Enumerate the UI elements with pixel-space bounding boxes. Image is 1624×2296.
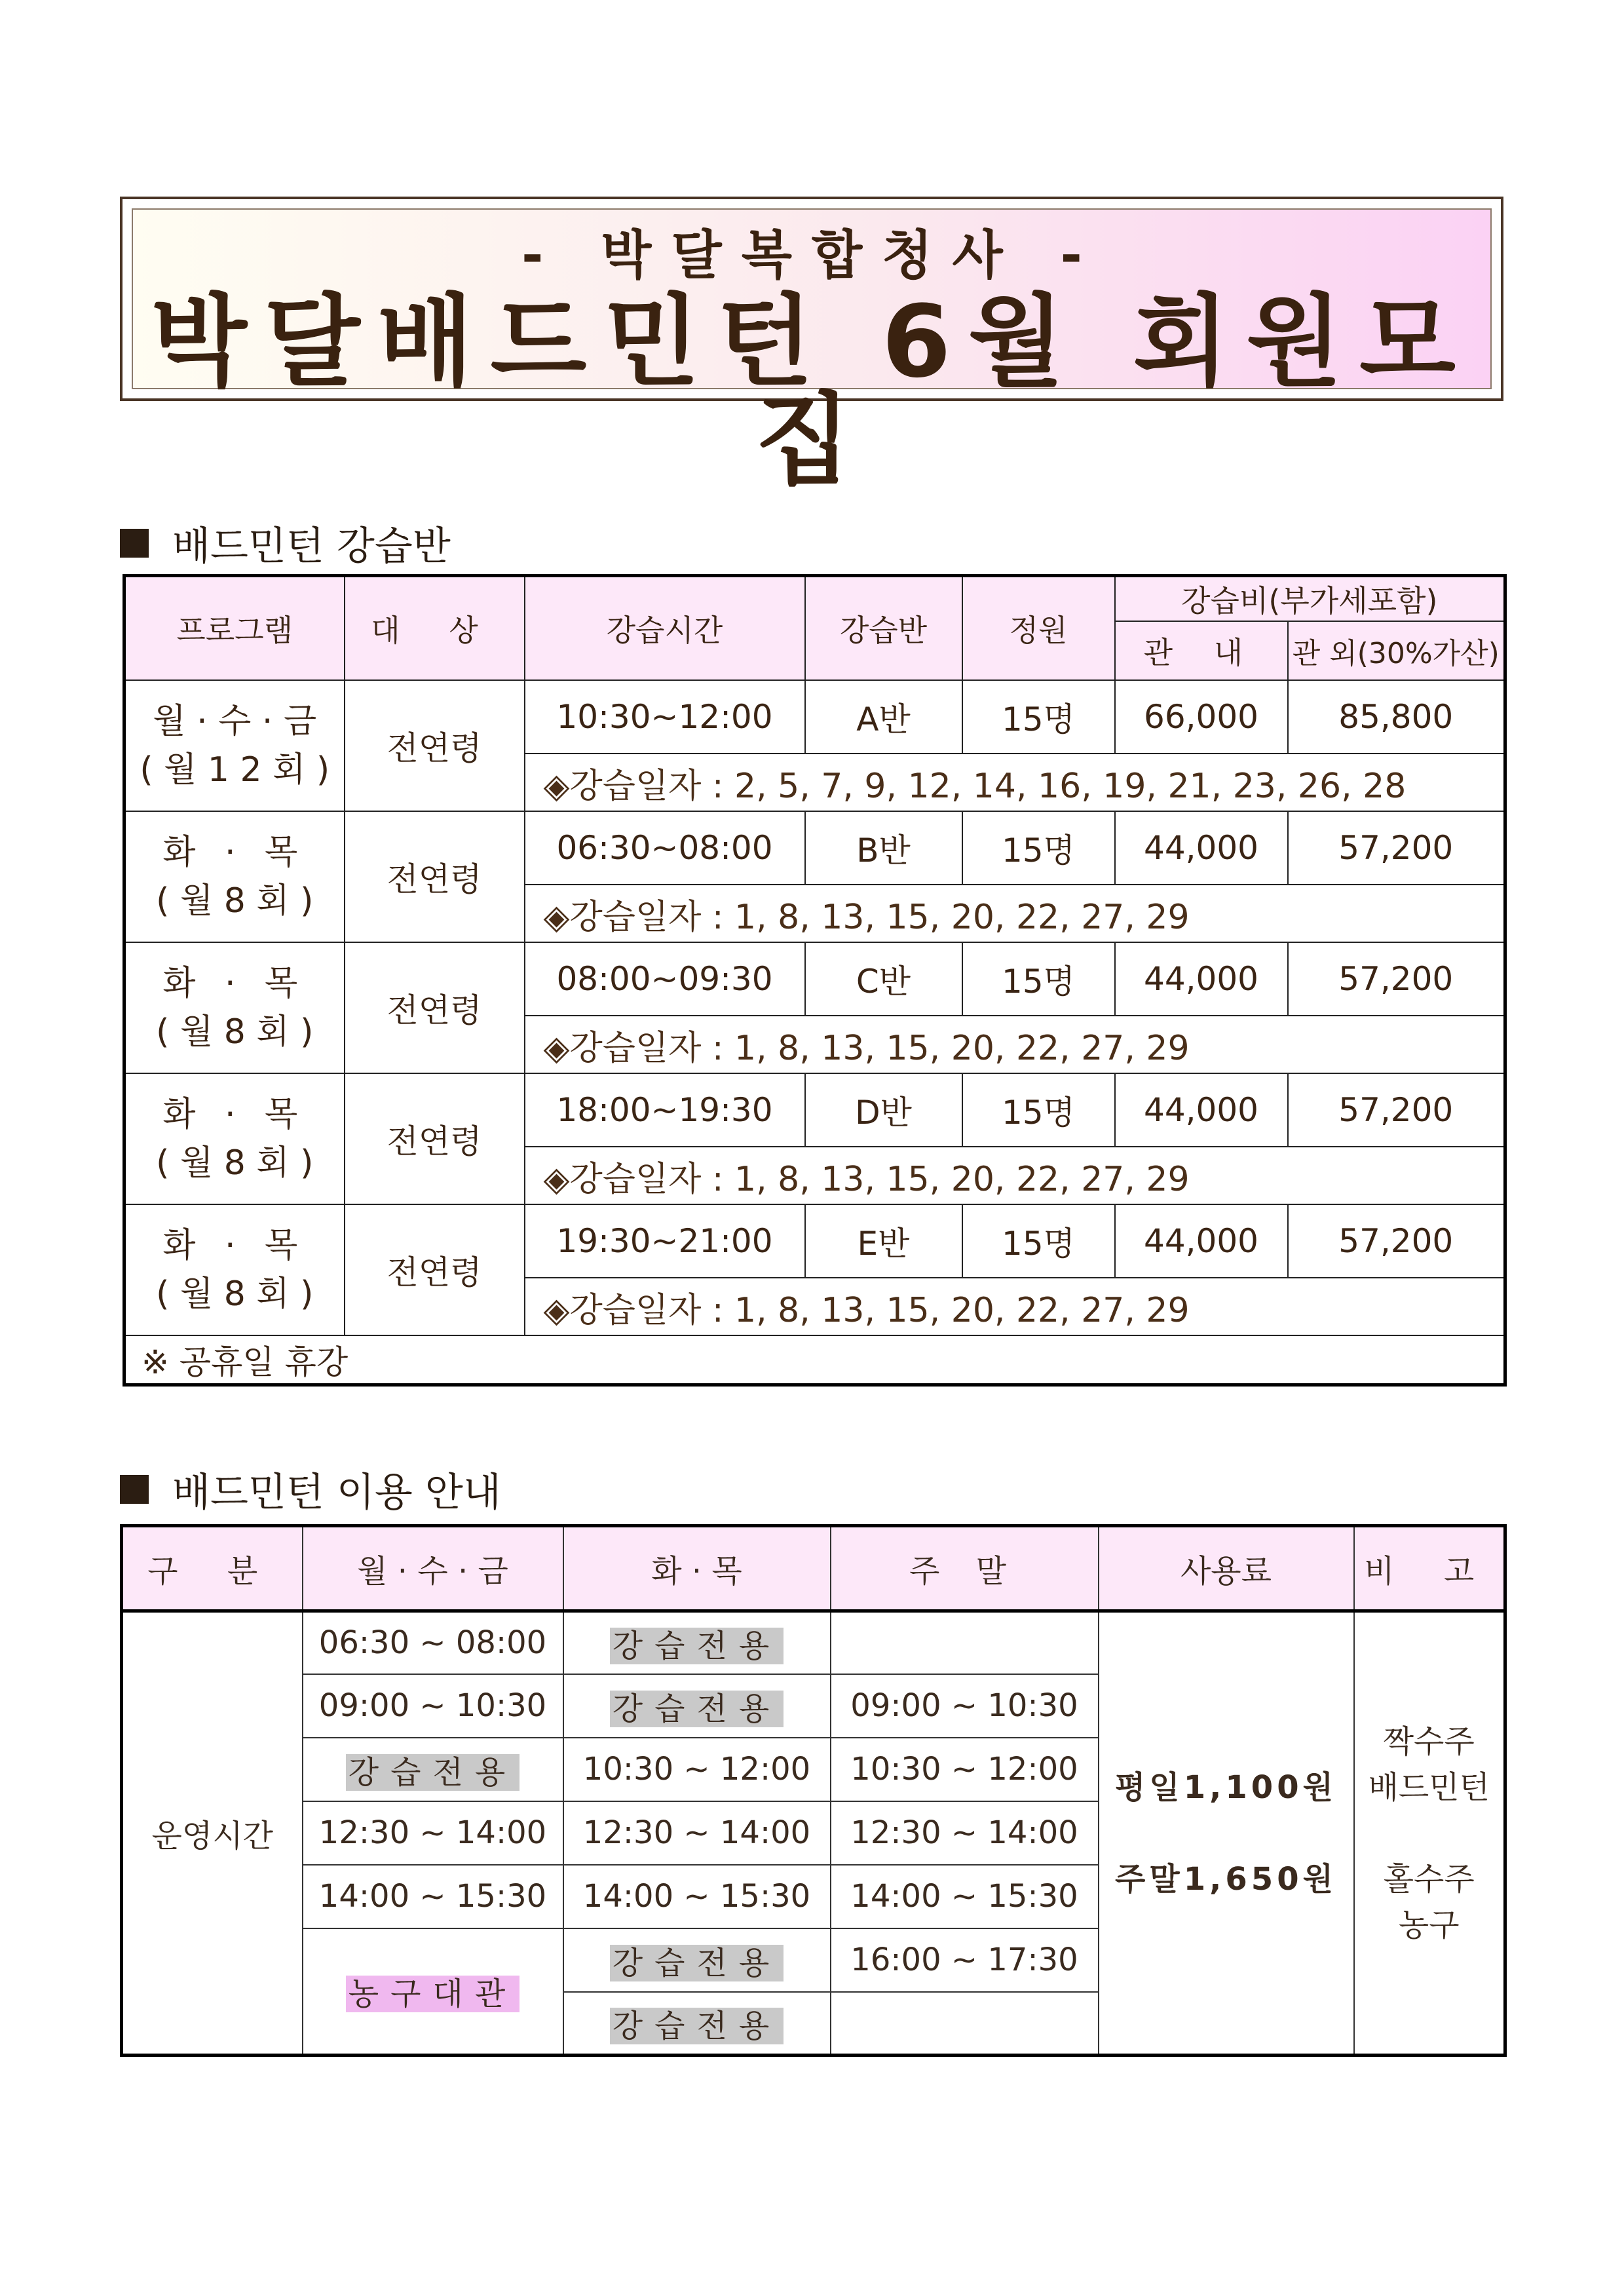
black-square-icon — [120, 529, 149, 558]
capacity-cell: 15명 — [962, 1204, 1115, 1278]
target-cell: 전연령 — [345, 1204, 525, 1335]
target-cell: 전연령 — [345, 942, 525, 1073]
mwf-cell — [303, 1928, 563, 2056]
lesson-only-badge: 강습전용 — [346, 1754, 519, 1791]
remark-badminton: 배드민턴 — [1368, 1769, 1490, 1806]
tt-cell: 12:30 ~ 14:00 — [563, 1801, 831, 1865]
fee-weekend: 주말1,650원 — [1115, 1860, 1337, 1898]
header-class: 강습반 — [805, 576, 962, 681]
usage-header-row — [122, 1526, 1505, 1611]
header-remark: 비 고 — [1354, 1526, 1505, 1611]
program-days: 화 · 목 — [162, 833, 307, 872]
mwf-cell: 14:00 ~ 15:30 — [303, 1865, 563, 1928]
time-cell: 10:30~12:00 — [525, 680, 805, 754]
program-days: 화 · 목 — [162, 1095, 307, 1134]
header-time: 강습시간 — [525, 576, 805, 681]
mwf-cell: 12:30 ~ 14:00 — [303, 1801, 563, 1865]
header-tt: 화 · 목 — [563, 1526, 831, 1611]
table-row — [124, 942, 1505, 1016]
class-cell: D반 — [805, 1073, 962, 1147]
remark-even-week: 짝수주 — [1383, 1723, 1475, 1760]
fee-out-cell: 85,800 — [1288, 680, 1505, 754]
lesson-only-badge: 강습전용 — [610, 1945, 784, 1981]
tt-cell — [563, 1928, 831, 1992]
section-heading-usage-text: 배드민턴 이용 안내 — [172, 1470, 501, 1516]
fee-weekday: 평일1,100원 — [1115, 1769, 1337, 1806]
mwf-cell — [303, 1738, 563, 1801]
class-cell: A반 — [805, 680, 962, 754]
section-heading-usage — [120, 1461, 501, 1518]
lesson-only-badge: 강습전용 — [610, 1628, 784, 1664]
remark-basketball: 농구 — [1398, 1906, 1460, 1943]
weekend-cell — [831, 1992, 1099, 2056]
lesson-table — [123, 574, 1507, 1387]
header-program: 프로그램 — [124, 576, 345, 681]
remark-odd-week: 홀수주 — [1383, 1860, 1475, 1898]
fee-out-cell: 57,200 — [1288, 942, 1505, 1016]
program-days: 화 · 목 — [162, 964, 307, 1003]
title-banner — [120, 197, 1503, 498]
table-row — [124, 811, 1505, 885]
program-count: ( 월 8 회 ) — [156, 1012, 314, 1052]
fee-out-cell: 57,200 — [1288, 1073, 1505, 1147]
header-fee: 강습비(부가세포함) — [1115, 576, 1505, 622]
time-cell: 08:00~09:30 — [525, 942, 805, 1016]
target-cell: 전연령 — [345, 1073, 525, 1204]
schedule-cell: ◈강습일자 : 2, 5, 7, 9, 12, 14, 16, 19, 21, 23, 26, 28 — [525, 754, 1505, 811]
note-row — [124, 1335, 1505, 1385]
capacity-cell: 15명 — [962, 680, 1115, 754]
holiday-note: ※ 공휴일 휴강 — [124, 1335, 1505, 1385]
schedule-cell: ◈강습일자 : 1, 8, 13, 15, 20, 22, 27, 29 — [525, 1147, 1505, 1204]
weekend-cell: 14:00 ~ 15:30 — [831, 1865, 1099, 1928]
weekend-cell: 12:30 ~ 14:00 — [831, 1801, 1099, 1865]
program-cell — [124, 1073, 345, 1204]
fee-in-cell: 44,000 — [1115, 942, 1288, 1016]
header-fee-out: 관 외(30%가산) — [1288, 621, 1505, 680]
section-heading-lessons — [120, 515, 451, 571]
lesson-only-badge: 강습전용 — [610, 2008, 784, 2044]
class-cell: E반 — [805, 1204, 962, 1278]
weekend-cell — [831, 1611, 1099, 1674]
schedule-cell: ◈강습일자 : 1, 8, 13, 15, 20, 22, 27, 29 — [525, 1016, 1505, 1073]
weekend-cell: 16:00 ~ 17:30 — [831, 1928, 1099, 1992]
fee-in-cell: 44,000 — [1115, 1073, 1288, 1147]
class-cell: B반 — [805, 811, 962, 885]
basketball-rental-badge: 농구대관 — [346, 1976, 519, 2012]
table-row — [124, 680, 1505, 754]
banner-title: 박달배드민턴 6월 회원모집 — [151, 284, 1473, 498]
class-cell: C반 — [805, 942, 962, 1016]
target-cell: 전연령 — [345, 811, 525, 942]
table-row — [124, 1204, 1505, 1278]
usage-table — [120, 1524, 1507, 2057]
tt-cell: 14:00 ~ 15:30 — [563, 1865, 831, 1928]
program-cell — [124, 680, 345, 811]
fee-cell — [1099, 1611, 1354, 2056]
tt-cell — [563, 1611, 831, 1674]
program-count: ( 월 8 회 ) — [156, 881, 314, 921]
tt-cell — [563, 1992, 831, 2056]
header-fee-in: 관 내 — [1115, 621, 1288, 680]
program-cell — [124, 1204, 345, 1335]
category-cell: 운영시간 — [122, 1611, 303, 2056]
weekend-cell: 10:30 ~ 12:00 — [831, 1738, 1099, 1801]
program-cell — [124, 811, 345, 942]
program-count: ( 월 1 2 회 ) — [140, 750, 330, 790]
program-cell — [124, 942, 345, 1073]
black-square-icon — [120, 1475, 149, 1504]
usage-row — [122, 1611, 1505, 1674]
program-days: 화 · 목 — [162, 1226, 307, 1265]
fee-in-cell: 44,000 — [1115, 1204, 1288, 1278]
title-banner-inner — [132, 208, 1492, 498]
header-weekend: 주 말 — [831, 1526, 1099, 1611]
lesson-only-badge: 강습전용 — [610, 1691, 784, 1727]
capacity-cell: 15명 — [962, 1073, 1115, 1147]
header-target: 대 상 — [345, 576, 525, 681]
tt-cell: 10:30 ~ 12:00 — [563, 1738, 831, 1801]
header-mwf: 월 · 수 · 금 — [303, 1526, 563, 1611]
fee-in-cell: 66,000 — [1115, 680, 1288, 754]
header-category: 구 분 — [122, 1526, 303, 1611]
fee-in-cell: 44,000 — [1115, 811, 1288, 885]
tt-cell — [563, 1674, 831, 1738]
time-cell: 19:30~21:00 — [525, 1204, 805, 1278]
time-cell: 06:30~08:00 — [525, 811, 805, 885]
table-row — [124, 1073, 1505, 1147]
target-cell: 전연령 — [345, 680, 525, 811]
fee-out-cell: 57,200 — [1288, 811, 1505, 885]
capacity-cell: 15명 — [962, 942, 1115, 1016]
mwf-cell: 09:00 ~ 10:30 — [303, 1674, 563, 1738]
program-days: 월 · 수 · 금 — [153, 702, 317, 741]
table-header-row — [124, 576, 1505, 622]
time-cell: 18:00~19:30 — [525, 1073, 805, 1147]
header-capacity: 정원 — [962, 576, 1115, 681]
program-count: ( 월 8 회 ) — [156, 1274, 314, 1314]
capacity-cell: 15명 — [962, 811, 1115, 885]
banner-subtitle: - 박달복합청사 - — [521, 225, 1102, 286]
mwf-cell: 06:30 ~ 08:00 — [303, 1611, 563, 1674]
schedule-cell: ◈강습일자 : 1, 8, 13, 15, 20, 22, 27, 29 — [525, 885, 1505, 942]
schedule-cell: ◈강습일자 : 1, 8, 13, 15, 20, 22, 27, 29 — [525, 1278, 1505, 1335]
section-heading-lessons-text: 배드민턴 강습반 — [172, 524, 451, 569]
fee-out-cell: 57,200 — [1288, 1204, 1505, 1278]
program-count: ( 월 8 회 ) — [156, 1143, 314, 1183]
weekend-cell: 09:00 ~ 10:30 — [831, 1674, 1099, 1738]
header-fee: 사용료 — [1099, 1526, 1354, 1611]
remark-cell — [1354, 1611, 1505, 2056]
